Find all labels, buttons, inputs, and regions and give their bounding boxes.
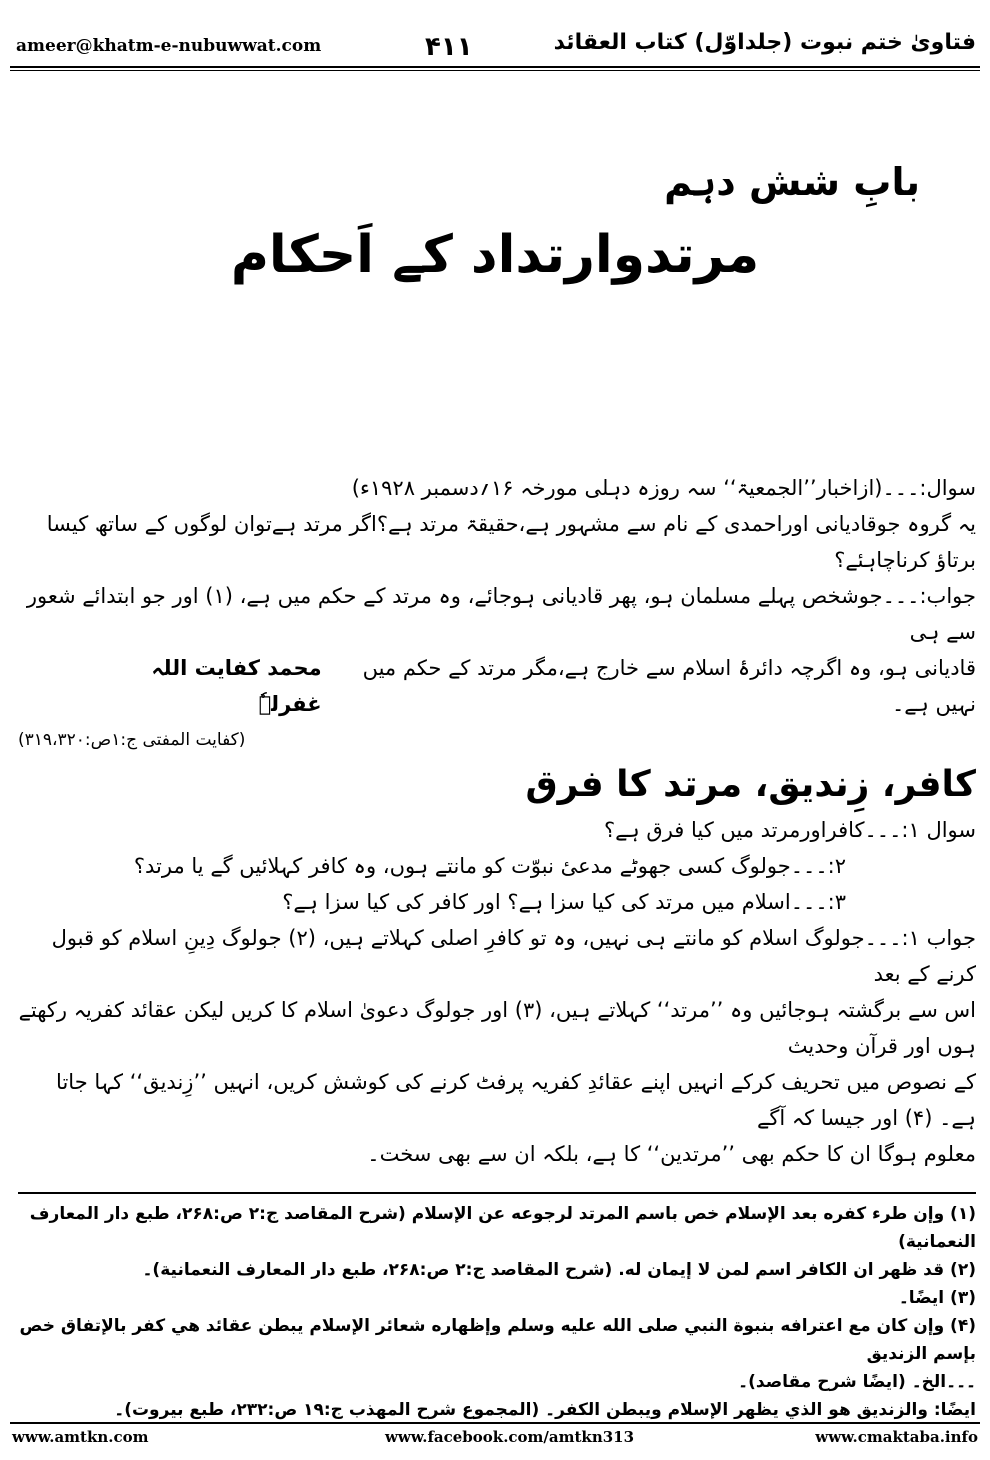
book-title: فتاویٰ ختم نبوت (جلداوّل) کتاب العقائد	[553, 30, 976, 55]
footer-link-cmaktaba[interactable]: www.cmaktaba.info	[815, 1428, 978, 1446]
signature: محمد کفایت اللہ غفرلہٗ	[151, 656, 322, 716]
footer-link-amtkn[interactable]: www.amtkn.com	[12, 1428, 149, 1446]
question-1-head: سوال:۔۔۔(ازاخبار’’الجمعیۃ‘‘ سہ روزہ دہلی مورخہ ۱۶؍دسمبر ۱۹۲۸ء)	[351, 476, 976, 500]
header-email[interactable]: ameer@khatm-e-nubuwwat.com	[16, 36, 322, 56]
section-title: کافر، زِندیق، مرتد کا فرق	[525, 764, 976, 805]
answer-1-signature-row	[18, 650, 976, 722]
page-number: ۴۱۱	[425, 32, 473, 62]
footnote: (۲) قد ظهر ان الكافر اسم لمن لا إيمان له. (شرح المقاصد ج:۲ ص:۲۶۸، طبع دار المعارف النعمانية)۔	[142, 1260, 976, 1280]
page-header	[10, 30, 980, 64]
footnote: (۴) وإن كان مع اعترافه بنبوة النبي صلى الله عليه وسلم وإظهاره شعائر الإسلام يبطن عقائد هي كفر بالإتفاق خص بإسم الزنديق	[19, 1316, 976, 1364]
chapter-title: مرتدوارتداد کے اَحکام	[230, 225, 760, 285]
header-rule	[10, 66, 980, 68]
footer-rule	[10, 1422, 980, 1424]
question-2-2: ۲:۔۔۔جولوگ کسی جھوٹے مدعیٔ نبوّت کو مانتے ہوں، وہ کافر کہلائیں گے یا مرتد؟	[133, 854, 846, 878]
footnote: (۱) وإن طرء كفره بعد الإسلام خص باسم المرتد لرجوعه عن الإسلام (شرح المقاصد ج:۲ ص:۲۶۸، طبع دار المعارف النعمانية)	[29, 1204, 976, 1252]
answer-2-line-2: اس سے برگشتہ ہوجائیں وہ ’’مرتد‘‘ کہلاتے ہیں، (۳) اور جولوگ دعویٰ اسلام کا کریں لیکن عقائد کفریہ رکھتے ہوں اور قرآن وحدیث	[18, 998, 976, 1058]
question-2-1: سوال ۱:۔۔۔کافراورمرتد میں کیا فرق ہے؟	[603, 818, 976, 842]
chapter-label: بابِ شش دہم	[664, 160, 920, 204]
header-rule-thin	[10, 70, 980, 71]
answer-2-line-1: جواب ۱:۔۔۔جولوگ اسلام کو مانتے ہی نہیں، وہ تو کافرِ اصلی کہلاتے ہیں، (۲) جولوگ دِینِ اسلام کو قبول کرنے کے بعد	[51, 926, 976, 986]
question-2-3: ۳:۔۔۔اسلام میں مرتد کی کیا سزا ہے؟ اور کافر کی کیا سزا ہے؟	[282, 890, 846, 914]
footnote: ايضًا: والزنديق هو الذي يظهر الإسلام ويبطن الكفر۔ (المجموع شرح المهذب ج:۱۹ ص:۲۳۲، طبع بيروت)۔	[114, 1400, 976, 1420]
question-1-body: یہ گروہ جوقادیانی اوراحمدی کے نام سے مشہور ہے،حقیقۃ مرتد ہے؟اگر مرتد ہےتوان لوگوں کے ساتھ کیسا برتاؤ کرناچاہئے؟	[46, 512, 976, 572]
main-text	[18, 470, 976, 1172]
footer-link-facebook[interactable]: www.facebook.com/amtkn313	[385, 1428, 635, 1446]
answer-2-line-4: معلوم ہوگا ان کا حکم بھی ’’مرتدین‘‘ کا ہے، بلکہ ان سے بھی سخت۔	[367, 1142, 976, 1166]
reference: (کفایت المفتی ج:۱ص:۳۱۹،۳۲۰)	[18, 730, 246, 750]
footnote-rule	[18, 1192, 976, 1194]
footnotes	[18, 1200, 976, 1424]
footnote: ۔۔۔الخ۔ (ايضًا شرح مقاصد)۔	[738, 1372, 976, 1392]
answer-2-line-3: کے نصوص میں تحریف کرکے انہیں اپنے عقائدِ کفریہ پرفٹ کرنے کی کوشش کریں، انہیں ’’زِندیق‘‘ کہا جاتا ہے۔ (۴) اور جیسا کہ آگے	[56, 1070, 976, 1130]
answer-1-line-2: قادیانی ہو، وہ اگرچہ دائرۂ اسلام سے خارج ہے،مگر مرتد کے حکم میں نہیں ہے۔	[362, 656, 976, 716]
answer-1-line-1: جواب:۔۔۔جوشخص پہلے مسلمان ہو، پھر قادیانی ہوجائے، وہ مرتد کے حکم میں ہے، (۱) اور جو ابتدائے شعور سے ہی	[26, 584, 976, 644]
page-footer	[10, 1428, 980, 1452]
footnote: (۳) ايضًا۔	[898, 1288, 976, 1308]
